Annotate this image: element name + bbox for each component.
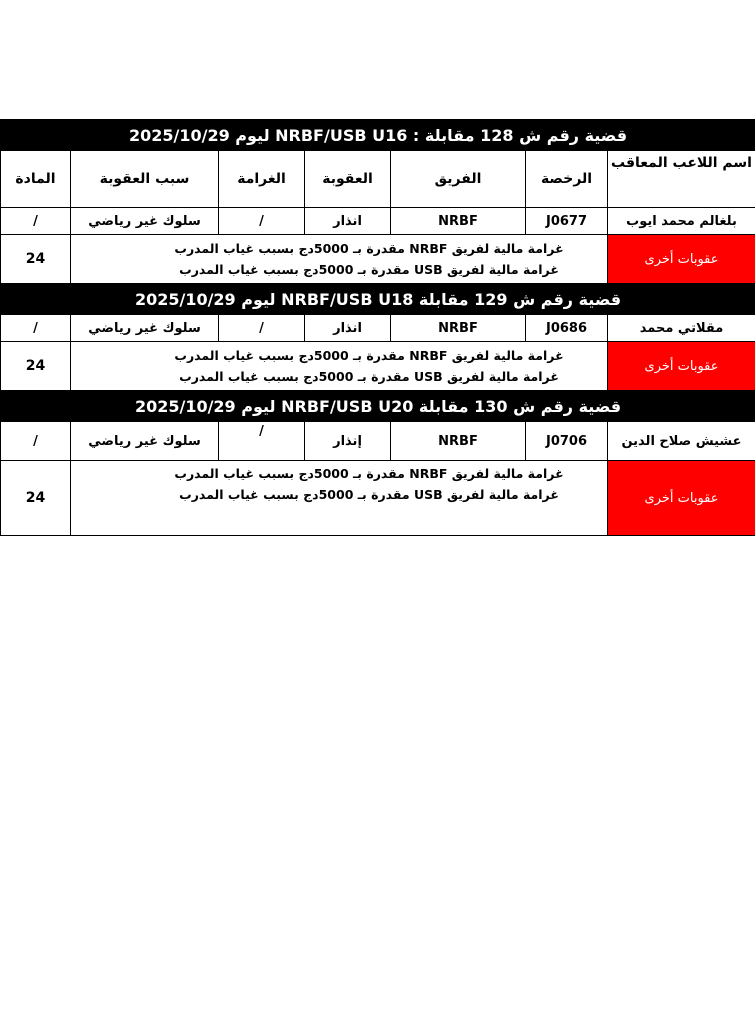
license-number: J0706 [526,422,608,461]
fine-value: / [219,315,305,342]
case-title-row [1,284,755,315]
table-row [1,315,755,342]
penalty-value: انذار [305,208,391,235]
table-row [1,422,755,461]
fine-line: غرامة مالية لفريق NRBF مقدرة بـ 5000دج بسبب غياب المدرب [174,466,564,481]
article-value: / [1,208,71,235]
other-sanctions-label: عقوبات أخرى [608,235,755,284]
player-name: مقلاتي محمد [608,315,755,342]
fines-cell [71,342,608,391]
team-name: NRBF [391,315,526,342]
fine-value: / [219,208,305,235]
header-team: الفريق [391,151,526,208]
reason-value: سلوك غير رياضي [71,315,219,342]
penalty-value: إنذار [305,422,391,461]
case-title: قضية رقم ش 129 مقابلة NRBF/USB U18 ليوم 2025/10/29 [1,284,755,315]
other-sanctions-row [1,461,755,536]
fine-line: غرامة مالية لفريق USB مقدرة بـ 5000دج بسبب غياب المدرب [179,262,559,277]
other-article: 24 [1,461,71,536]
case-title-row [1,391,755,422]
header-penalty: العقوبة [305,151,391,208]
reason-value: سلوك غير رياضي [71,422,219,461]
fine-line: غرامة مالية لفريق NRBF مقدرة بـ 5000دج بسبب غياب المدرب [174,348,564,363]
sanctions-sheet [0,119,755,536]
case-title: قضية رقم ش 130 مقابلة NRBF/USB U20 ليوم 2025/10/29 [1,391,755,422]
case-title: قضية رقم ش 128 مقابلة : NRBF/USB U16 ليوم 2025/10/29 [1,120,755,151]
table-row [1,208,755,235]
case-title-row [1,120,755,151]
license-number: J0686 [526,315,608,342]
fines-cell [71,235,608,284]
fine-line: غرامة مالية لفريق USB مقدرة بـ 5000دج بسبب غياب المدرب [179,369,559,384]
header-fine: الغرامة [219,151,305,208]
player-name: عشيش صلاح الدين [608,422,755,461]
fines-cell [71,461,608,536]
header-article: المادة [1,151,71,208]
other-sanctions-row [1,235,755,284]
header-license: الرخصة [526,151,608,208]
reason-value: سلوك غير رياضي [71,208,219,235]
other-sanctions-label: عقوبات أخرى [608,342,755,391]
article-value: / [1,422,71,461]
team-name: NRBF [391,208,526,235]
penalty-value: انذار [305,315,391,342]
sanctions-table [0,119,755,536]
other-sanctions-row [1,342,755,391]
license-number: J0677 [526,208,608,235]
team-name: NRBF [391,422,526,461]
other-article: 24 [1,235,71,284]
fine-line: غرامة مالية لفريق USB مقدرة بـ 5000دج بسبب غياب المدرب [179,487,559,502]
header-player: اسم اللاعب المعاقب [608,151,755,208]
article-value: / [1,315,71,342]
player-name: بلغالم محمد ايوب [608,208,755,235]
fine-value: / [219,422,305,461]
fine-line: غرامة مالية لفريق NRBF مقدرة بـ 5000دج بسبب غياب المدرب [174,241,564,256]
header-row [1,151,755,208]
other-sanctions-label: عقوبات أخرى [608,461,755,536]
other-article: 24 [1,342,71,391]
header-reason: سبب العقوبة [71,151,219,208]
